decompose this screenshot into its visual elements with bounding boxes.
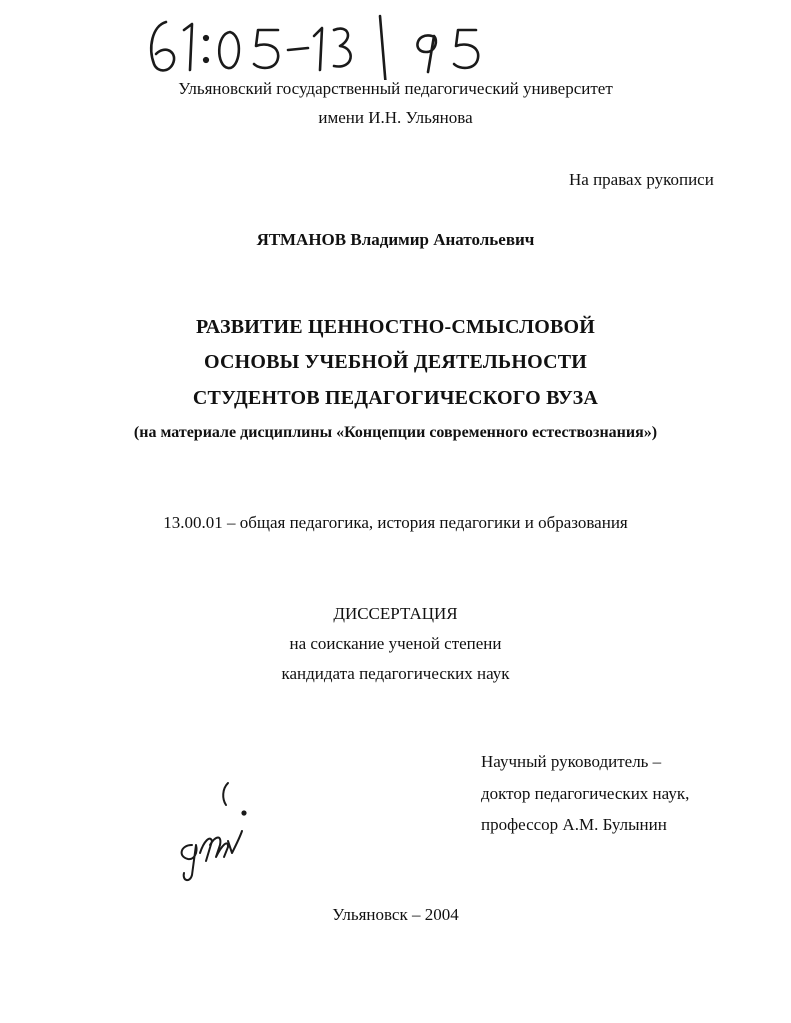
manuscript-note: На правах рукописи [569,170,714,189]
title-line-1: РАЗВИТИЕ ЦЕННОСТНО-СМЫСЛОВОЙ [195,316,596,338]
handwritten-catalog-number [140,8,500,80]
supervisor-name: профессор А.М. Булынин [481,815,667,834]
work-type: ДИССЕРТАЦИЯ [333,604,458,623]
city-year: Ульяновск – 2004 [332,905,459,924]
degree-line-1: на соискание ученой степени [289,634,502,653]
author-name: ЯТМАНОВ Владимир Анатольевич [256,230,535,249]
degree-line-2: кандидата педагогических наук [281,664,510,683]
title-line-2: ОСНОВЫ УЧЕБНОЙ ДЕЯТЕЛЬНОСТИ [203,351,588,373]
university-name: Ульяновский государственный педагогический университет [178,79,613,98]
university-dedication: имени И.Н. Ульянова [318,108,473,127]
handwritten-initials [170,775,260,885]
supervisor-degree: доктор педагогических наук, [481,784,690,803]
supervisor-role: Научный руководитель – [481,752,662,771]
subtitle: (на материале дисциплины «Концепции современного естествознания») [133,424,658,441]
title-line-3: СТУДЕНТОВ ПЕДАГОГИЧЕСКОГО ВУЗА [192,387,599,409]
specialty-code: 13.00.01 – общая педагогика, история педагогики и образования [163,513,628,532]
